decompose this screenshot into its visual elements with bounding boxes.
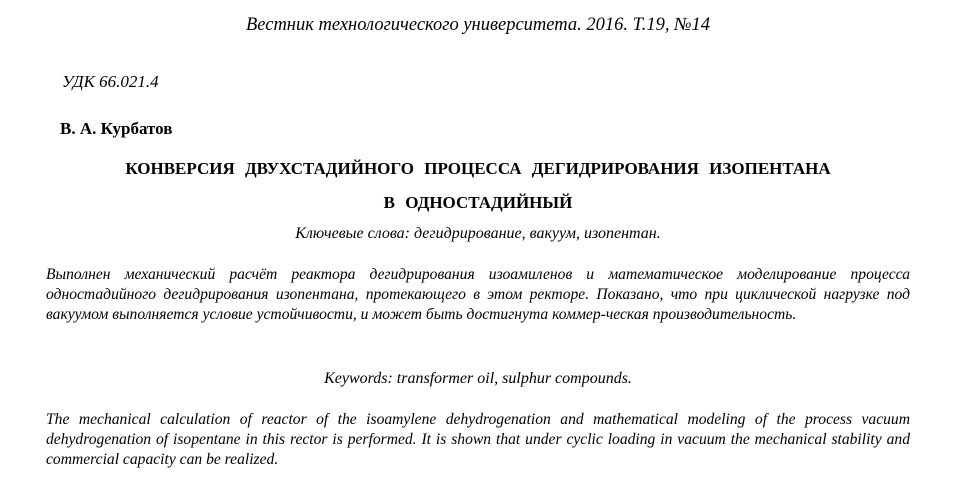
keywords-english: Keywords: transformer oil, sulphur compounds. [324,370,632,387]
paper-title-line-1: КОНВЕРСИЯ ДВУХСТАДИЙНОГО ПРОЦЕССА ДЕГИДРИРОВАНИЯ ИЗОПЕНТАНА [125,159,831,178]
author-name: В. А. Курбатов [60,119,173,138]
paper-title-line-2: В ОДНОСТАДИЙНЫЙ [383,193,573,212]
udk-code: УДК 66.021.4 [62,72,159,91]
abstract-english: The mechanical calculation of reactor of the isoamylene dehydrogenation and mathematical modeling of the process vacuum dehydrogenation of isopentane in this rector is performed. It is shown that under cyclic loading in vacuum the mechanical stability and commercial capacity can be realized. [46,411,910,468]
keywords-russian: Ключевые слова: дегидрирование, вакуум, изопентан. [295,225,661,242]
abstract-russian: Выполнен механический расчёт реактора дегидрирования изоамиленов и математическое моделирование процесса одностадийного дегидрирования изопентана, протекающего в этом ректоре. Показано, что при циклической нагрузке под вакуумом выполняется условие устойчивости, и может быть достигнута коммер-ческая производительность. [46,266,910,323]
journal-header: Вестник технологического университета. 2016. Т.19, №14 [245,15,711,35]
paper-title [0,152,956,220]
